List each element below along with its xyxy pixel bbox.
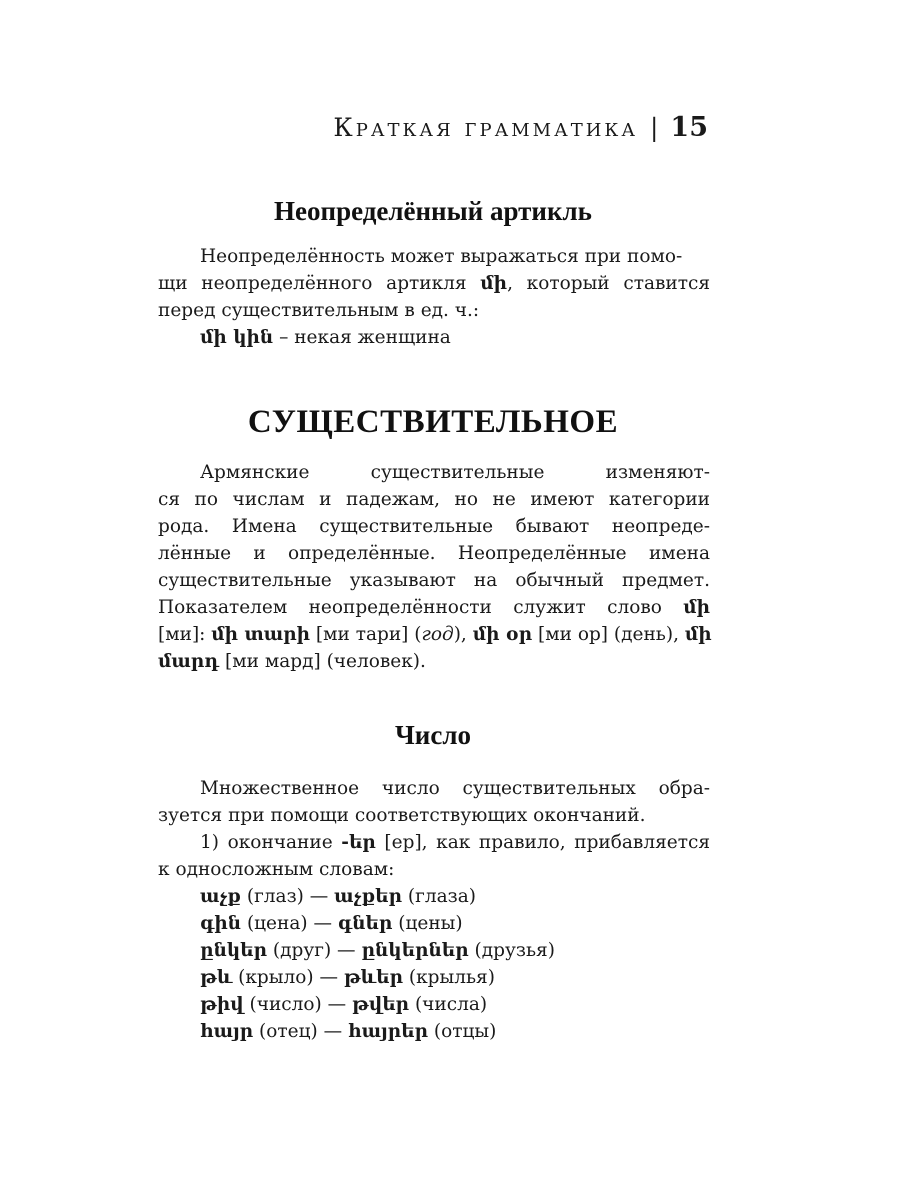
running-head-title: Краткая грамматика	[333, 113, 638, 142]
paragraph-line: Показателем неопределённости служит слово մի	[158, 597, 710, 618]
paragraph-line: [ми]: մի տարի [ми тари] (год), մի օր [ми ор] (день), մի	[158, 624, 712, 645]
paragraph-line: существительные указывают на обычный предмет.	[158, 570, 710, 591]
example-line: աչք (глаз) — աչքեր (глаза)	[200, 886, 476, 907]
example-line: ընկեր (друг) — ընկերներ (друзья)	[200, 940, 555, 961]
paragraph-line: зуется при помощи соответствующих окончаний.	[158, 805, 646, 826]
rule-line: 1) окончание -եր [ер], как правило, прибавляется	[200, 832, 710, 853]
armenian-word: մի	[684, 624, 712, 645]
armenian-word: մի օր	[472, 624, 533, 645]
heading-indefinite-article: Неопределённый артикль	[274, 196, 592, 226]
paragraph-line: ся по числам и падежам, но не имеют категории	[158, 489, 710, 510]
armenian-word: մարդ	[158, 651, 220, 672]
armenian-word: մի	[683, 597, 710, 618]
paragraph-line: к односложным словам:	[158, 859, 395, 880]
armenian-word: մի տարի	[211, 624, 311, 645]
paragraph-line: перед существительным в ед. ч.:	[158, 300, 480, 321]
paragraph-line: щи неопределённого артикля մի, который ставится	[158, 273, 710, 294]
paragraph-line: Множественное число существительных обра-	[200, 778, 710, 799]
paragraph-line: մարդ [ми мард] (человек).	[158, 651, 426, 672]
armenian-word: մի	[480, 273, 508, 294]
heading-number: Число	[394, 720, 471, 750]
paragraph-line: Армянские существительные изменяют-	[200, 462, 710, 483]
example-line: մի կին – некая женщина	[200, 327, 451, 348]
example-line: թիվ (число) — թվեր (числа)	[200, 994, 488, 1015]
running-head-separator: |	[649, 113, 659, 142]
example-line: գին (цена) — գներ (цены)	[200, 913, 463, 934]
paragraph-line: Неопределённость может выражаться при помо-	[200, 246, 683, 267]
example-line: թև (крыло) — թևեր (крылья)	[200, 967, 495, 988]
running-head	[333, 112, 708, 143]
page-number: 15	[670, 112, 708, 143]
heading-noun: СУЩЕСТВИТЕЛЬНОЕ	[247, 404, 619, 440]
paragraph-line: рода. Имена существительные бывают неопреде-	[158, 516, 710, 537]
example-line: հայր (отец) — հայրեր (отцы)	[200, 1021, 497, 1042]
armenian-word: մի կին	[200, 327, 274, 348]
suffix: -եր	[341, 832, 376, 853]
paragraph-line: лённые и определённые. Неопределённые имена	[158, 543, 710, 564]
